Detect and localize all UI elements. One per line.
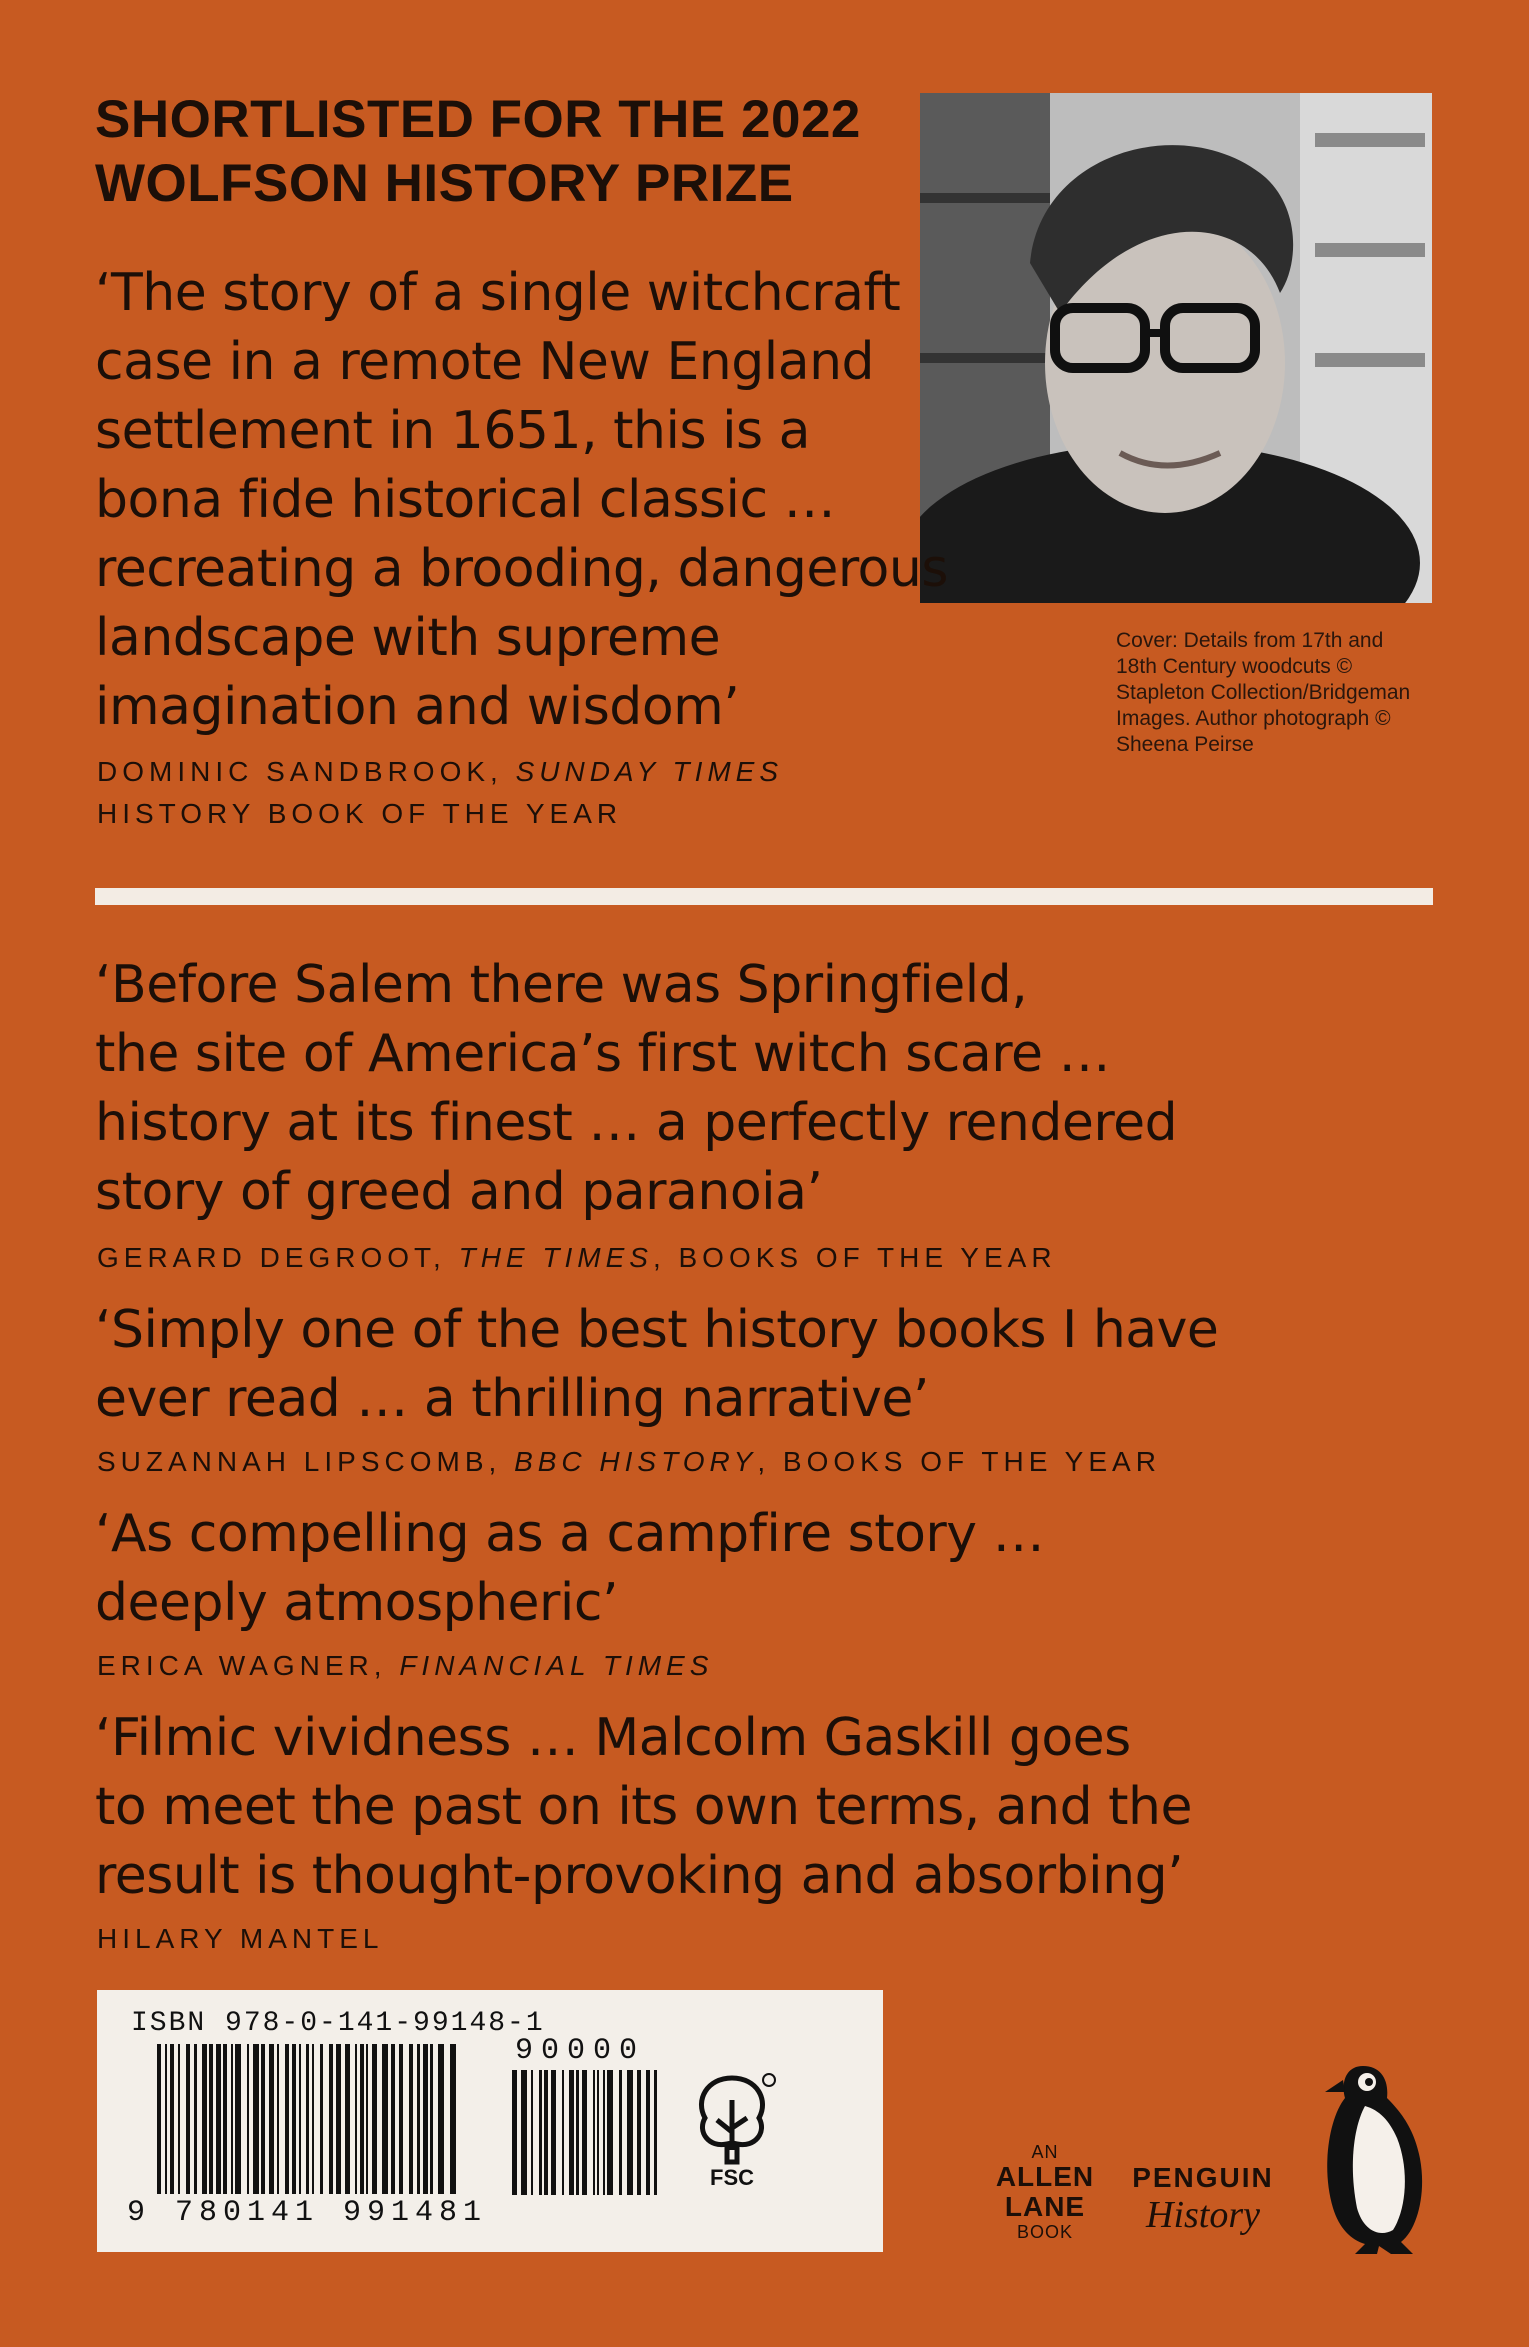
quote-lipscomb [95,1296,1218,1434]
barcode-bar [292,2044,296,2194]
price-digits: 90000 [515,2034,646,2068]
attribution-mantel [97,1918,383,1960]
barcode-bar [637,2070,641,2195]
quote-wagner [95,1500,1044,1638]
barcode-bar [306,2044,309,2194]
barcode-bar [285,2044,289,2194]
credit-line: Cover: Details from 17th and [1116,629,1384,652]
barcode-bar [450,2044,456,2194]
barcode-bar [170,2044,174,2194]
barcode-bar [646,2070,650,2195]
imprint-an: AN [1031,2142,1059,2162]
barcode-bar [231,2044,233,2194]
barcode-bar [569,2070,574,2195]
quote-line: to meet the past on its own terms, and the [95,1777,1192,1837]
quote-line: landscape with supreme [95,608,721,668]
attribution-author: SUZANNAH LIPSCOMB, [97,1446,515,1477]
attribution-wagner [97,1645,713,1687]
attribution-author: DOMINIC SANDBROOK, [97,756,516,787]
barcode-bar [551,2070,556,2195]
quote-line: case in a remote New England [95,332,875,392]
barcode-bar [603,2070,605,2195]
imprint-book: BOOK [1016,2222,1073,2242]
attribution-lipscomb [97,1441,1161,1483]
barcode-bar [165,2044,167,2194]
quote-line: ‘Simply one of the best history books I have [95,1300,1219,1360]
quote-line: ‘Before Salem there was Springfield, [95,955,1028,1015]
fsc-label: FSC [710,2165,754,2190]
attribution-source: SUNDAY TIMES [515,756,784,787]
barcode-bar [531,2070,533,2195]
barcode-bar [209,2044,213,2194]
quote-mantel [95,1704,1192,1911]
attribution-source: BBC HISTORY [514,1446,758,1477]
barcode-bar [247,2044,249,2194]
barcode-bar [186,2044,190,2194]
barcode-bar [312,2044,314,2194]
barcode-bar [360,2044,364,2194]
barcode-bar [261,2044,265,2194]
quote-line: story of greed and paranoia’ [95,1162,823,1222]
barcode-panel [97,1990,883,2252]
barcode-bar [277,2044,279,2194]
credit-line: Sheena Peirse [1116,733,1254,756]
fsc-logo-icon [687,2070,777,2190]
barcode-bar [409,2044,413,2194]
barcode-bar [345,2044,350,2194]
isbn-text: ISBN 978-0-141-99148-1 [131,2008,545,2039]
barcode-bar [512,2070,517,2195]
barcode-bar [627,2070,633,2195]
allen-lane-imprint [990,2142,1100,2242]
attribution-suffix: , BOOKS OF THE YEAR [652,1242,1057,1273]
quote-line: ‘As compelling as a campfire story … [95,1504,1045,1564]
attribution-author: GERARD DEGROOT, [97,1242,459,1273]
attribution-source: THE TIMES [458,1242,653,1273]
quote-line: result is thought-provoking and absorbing’ [95,1846,1184,1906]
barcode-bar [336,2044,341,2194]
barcode-bar [423,2044,428,2194]
penguin-history-imprint [1118,2162,1288,2236]
penguin-logo-icon [1315,2058,1435,2258]
prize-heading [95,88,925,216]
attribution-author: HILARY MANTEL [97,1923,384,1954]
barcode-bar [157,2044,161,2194]
prize-line-2: WOLFSON HISTORY PRIZE [95,154,794,213]
quote-line: ever read … a thrilling narrative’ [95,1369,929,1429]
barcode-bar [597,2070,599,2195]
barcode-bar [521,2070,527,2195]
barcode-bar [391,2044,395,2194]
quote-line: imagination and wisdom’ [95,677,740,737]
barcode-bar [654,2070,657,2195]
barcode-bar [320,2044,323,2194]
quote-degroot [95,951,1177,1227]
barcode-bar [607,2070,613,2195]
barcode-bar [253,2044,259,2194]
barcode-bar [382,2044,388,2194]
imprint-allen: ALLEN [995,2161,1095,2192]
divider-rule [95,888,1433,905]
imprint-history: History [1146,2194,1260,2236]
barcode-bar [372,2044,377,2194]
attribution-source: FINANCIAL TIMES [399,1650,714,1681]
quote-line: bona fide historical classic … [95,470,836,530]
barcode-bar [194,2044,197,2194]
barcode-bar [539,2070,542,2195]
ean-digits: 9 780141 991481 [127,2196,488,2230]
barcode-bar [438,2044,444,2194]
price-barcode-icon [512,2070,662,2200]
barcode-bar [544,2070,548,2195]
prize-line-1: SHORTLISTED FOR THE 2022 [95,90,861,149]
barcode-bar [417,2044,420,2194]
barcode-bar [582,2070,587,2195]
quote-line: the site of America’s first witch scare … [95,1024,1111,1084]
barcode-bar [202,2044,207,2194]
attribution-suffix: , BOOKS OF THE YEAR [757,1446,1161,1477]
author-photo [920,93,1432,603]
quote-line: ‘Filmic vividness … Malcolm Gaskill goes [95,1708,1131,1768]
imprint-lane: LANE [1004,2191,1086,2222]
barcode-bar [593,2070,595,2195]
cover-credits [1116,628,1446,758]
quote-line: ‘The story of a single witchcraft [95,263,901,323]
barcode-bar [223,2044,227,2194]
quote-line: recreating a brooding, dangerous [95,539,948,599]
barcode-bar [366,2044,368,2194]
attribution-line-2: HISTORY BOOK OF THE YEAR [97,798,623,829]
barcode-icon [157,2044,457,2200]
credit-line: Stapleton Collection/Bridgeman [1116,681,1411,704]
quote-sandbrook [95,259,948,742]
imprint-penguin: PENGUIN [1132,2162,1274,2193]
barcode-bar [619,2070,622,2195]
barcode-bar [269,2044,274,2194]
barcode-bar [216,2044,221,2194]
barcode-bar [299,2044,301,2194]
barcode-bar [178,2044,180,2194]
barcode-bar [329,2044,333,2194]
attribution-author: ERICA WAGNER, [97,1650,400,1681]
barcode-bar [430,2044,433,2194]
barcode-bar [576,2070,579,2195]
credit-line: 18th Century woodcuts © [1116,655,1353,678]
barcode-bar [399,2044,403,2194]
barcode-bar [562,2070,564,2195]
barcode-bar [235,2044,241,2194]
attribution-sandbrook [97,751,783,835]
barcode-bar [355,2044,357,2194]
attribution-degroot [97,1237,1057,1279]
quote-line: settlement in 1651, this is a [95,401,810,461]
credit-line: Images. Author photograph © [1116,707,1391,730]
author-photo-icon [920,93,1432,603]
quote-line: history at its finest … a perfectly rendered [95,1093,1178,1153]
quote-line: deeply atmospheric’ [95,1573,618,1633]
